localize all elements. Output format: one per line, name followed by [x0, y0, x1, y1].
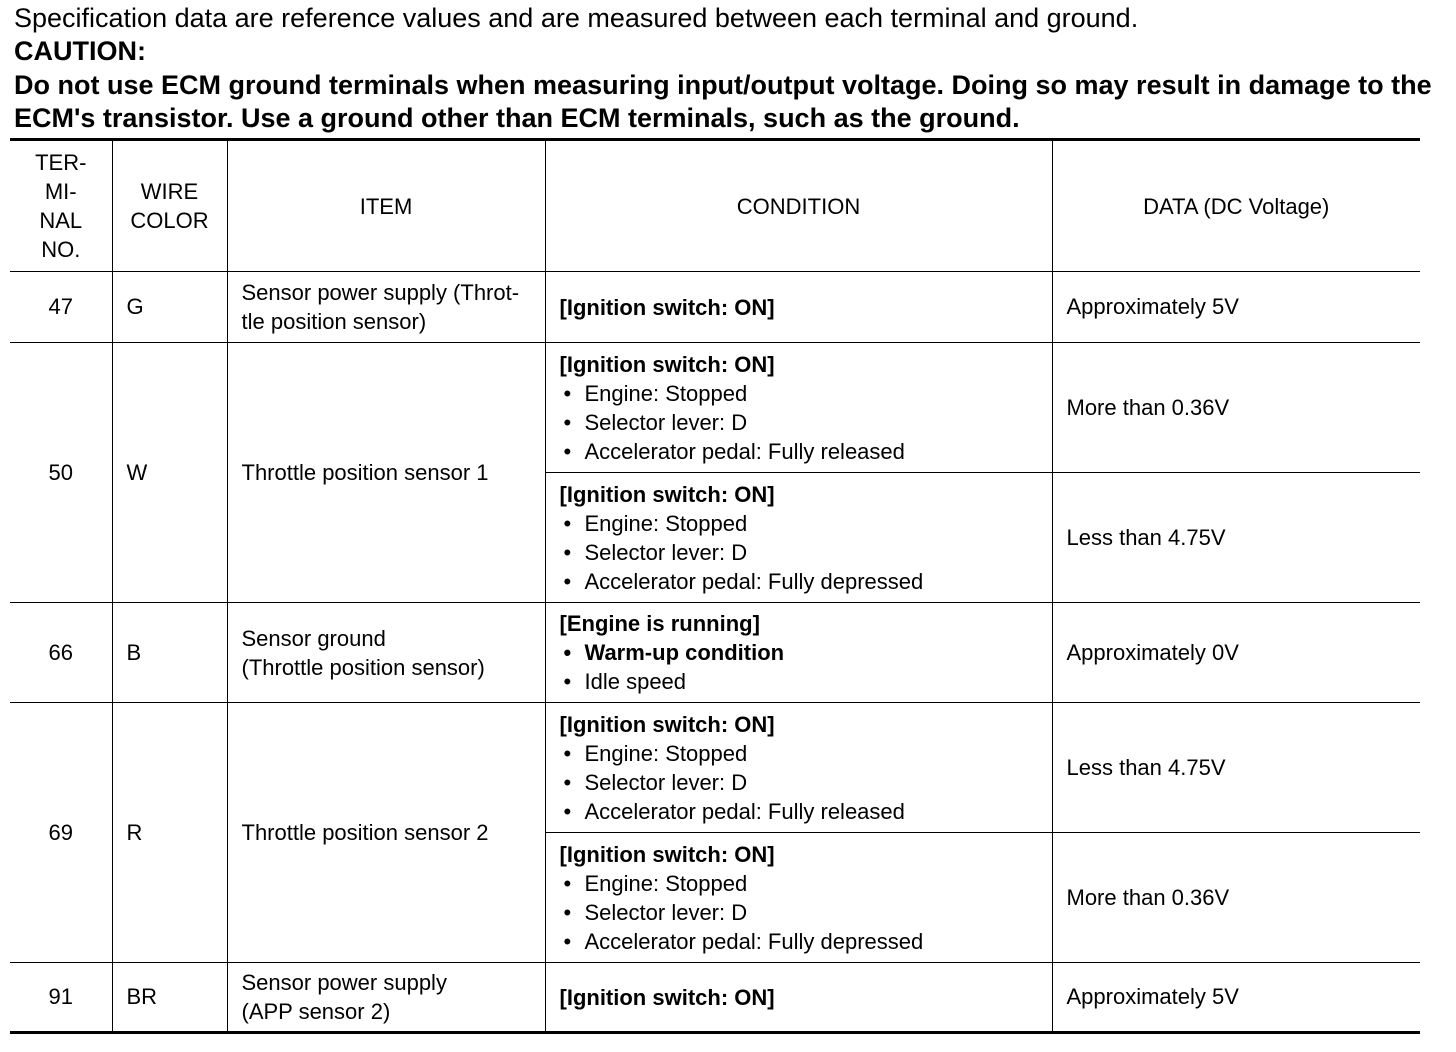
- header-wire-line: WIRE: [140, 179, 199, 204]
- condition-bullet: • Idle speed: [560, 667, 1052, 696]
- header-terminal-line: NO.: [41, 237, 81, 262]
- header-data: DATA (DC Voltage): [1052, 140, 1420, 272]
- caution-title: CAUTION:: [14, 36, 146, 66]
- terminal-no: 66: [10, 603, 112, 703]
- condition-cell: [545, 833, 1052, 963]
- header-terminal-no: [10, 140, 112, 272]
- condition-bullet: • Accelerator pedal: Fully depressed: [560, 567, 1052, 596]
- terminal-no: 91: [10, 963, 112, 1033]
- condition-list: [560, 869, 1052, 956]
- condition-cell: [545, 473, 1052, 603]
- condition-bullet: • Selector lever: D: [560, 898, 1052, 927]
- condition-title: [Ignition switch: ON]: [559, 481, 775, 507]
- item-cell: [227, 703, 545, 963]
- condition-bullet: • Warm-up condition: [560, 638, 1052, 667]
- condition-cell: [545, 963, 1052, 1033]
- header-wire-color: [112, 140, 227, 272]
- condition-title: [Ignition switch: ON]: [559, 711, 775, 737]
- caution-text: Do not use ECM ground terminals when measuring input/output voltage. Doing so may result in damage to the ECM's transistor. Use a ground other than ECM terminals, such as the ground.: [14, 70, 1432, 133]
- item-line: tle position sensor): [241, 309, 427, 334]
- data-value: Approximately 5V: [1052, 272, 1420, 343]
- item-line: Sensor power supply (Throt-: [241, 280, 520, 305]
- item-line: Throttle position sensor 2: [241, 820, 489, 845]
- condition-title: [Ignition switch: ON]: [559, 841, 775, 867]
- data-value: Less than 4.75V: [1052, 473, 1420, 603]
- wire-color: BR: [112, 963, 227, 1033]
- data-value: More than 0.36V: [1052, 833, 1420, 963]
- condition-bullet: • Engine: Stopped: [560, 739, 1052, 768]
- condition-title: [Ignition switch: ON]: [559, 984, 775, 1010]
- condition-title: [Ignition switch: ON]: [559, 294, 775, 320]
- wire-color: R: [112, 703, 227, 963]
- condition-list: [560, 638, 1052, 696]
- wire-color: W: [112, 343, 227, 603]
- condition-bullet: • Selector lever: D: [560, 408, 1052, 437]
- table-row: [10, 963, 1420, 1033]
- item-cell: [227, 343, 545, 603]
- condition-bullet: • Engine: Stopped: [560, 509, 1052, 538]
- table-header-row: [10, 140, 1420, 272]
- condition-list: [560, 509, 1052, 596]
- table-row: [10, 603, 1420, 703]
- table-row: [10, 272, 1420, 343]
- condition-bullet: • Accelerator pedal: Fully released: [560, 797, 1052, 826]
- item-line: Sensor ground: [241, 625, 386, 651]
- condition-bullet: • Engine: Stopped: [560, 869, 1052, 898]
- condition-list: [560, 739, 1052, 826]
- condition-title: [Engine is running]: [559, 611, 760, 636]
- condition-cell: [545, 343, 1052, 473]
- header-terminal-line: MI-: [44, 179, 77, 204]
- header-terminal-line: NAL: [39, 208, 83, 233]
- data-value: More than 0.36V: [1052, 343, 1420, 473]
- data-value: Approximately 5V: [1052, 963, 1420, 1033]
- condition-bullet: • Selector lever: D: [560, 768, 1052, 797]
- item-line: Sensor power supply: [241, 970, 447, 995]
- condition-bullet: • Accelerator pedal: Fully released: [560, 437, 1052, 466]
- terminal-no: 50: [10, 343, 112, 603]
- data-value: Approximately 0V: [1052, 603, 1420, 703]
- data-value: Less than 4.75V: [1052, 703, 1420, 833]
- item-line: (Throttle position sensor): [241, 654, 485, 680]
- condition-bullet: • Accelerator pedal: Fully depressed: [560, 927, 1052, 956]
- table-row: [10, 703, 1420, 833]
- table-row: [10, 343, 1420, 473]
- condition-cell: [545, 272, 1052, 343]
- header-item: ITEM: [227, 140, 545, 272]
- item-cell: [227, 963, 545, 1033]
- terminal-no: 47: [10, 272, 112, 343]
- wire-color: B: [112, 603, 227, 703]
- wire-color: G: [112, 272, 227, 343]
- item-cell: [227, 272, 545, 343]
- item-line: Throttle position sensor 1: [241, 460, 489, 485]
- header-wire-line: COLOR: [130, 208, 209, 233]
- condition-cell: [545, 703, 1052, 833]
- intro-text: Specification data are reference values and are measured between each terminal and ground.: [14, 3, 1139, 33]
- item-cell: [227, 603, 545, 703]
- condition-bullet: • Selector lever: D: [560, 538, 1052, 567]
- condition-title: [Ignition switch: ON]: [559, 351, 775, 377]
- terminal-spec-table: [10, 138, 1420, 1034]
- condition-list: [560, 379, 1052, 466]
- header-terminal-line: TER-: [35, 150, 87, 175]
- terminal-no: 69: [10, 703, 112, 963]
- item-line: (APP sensor 2): [241, 999, 391, 1024]
- header-condition: CONDITION: [545, 140, 1052, 272]
- condition-cell: [545, 603, 1052, 703]
- condition-bullet: • Engine: Stopped: [560, 379, 1052, 408]
